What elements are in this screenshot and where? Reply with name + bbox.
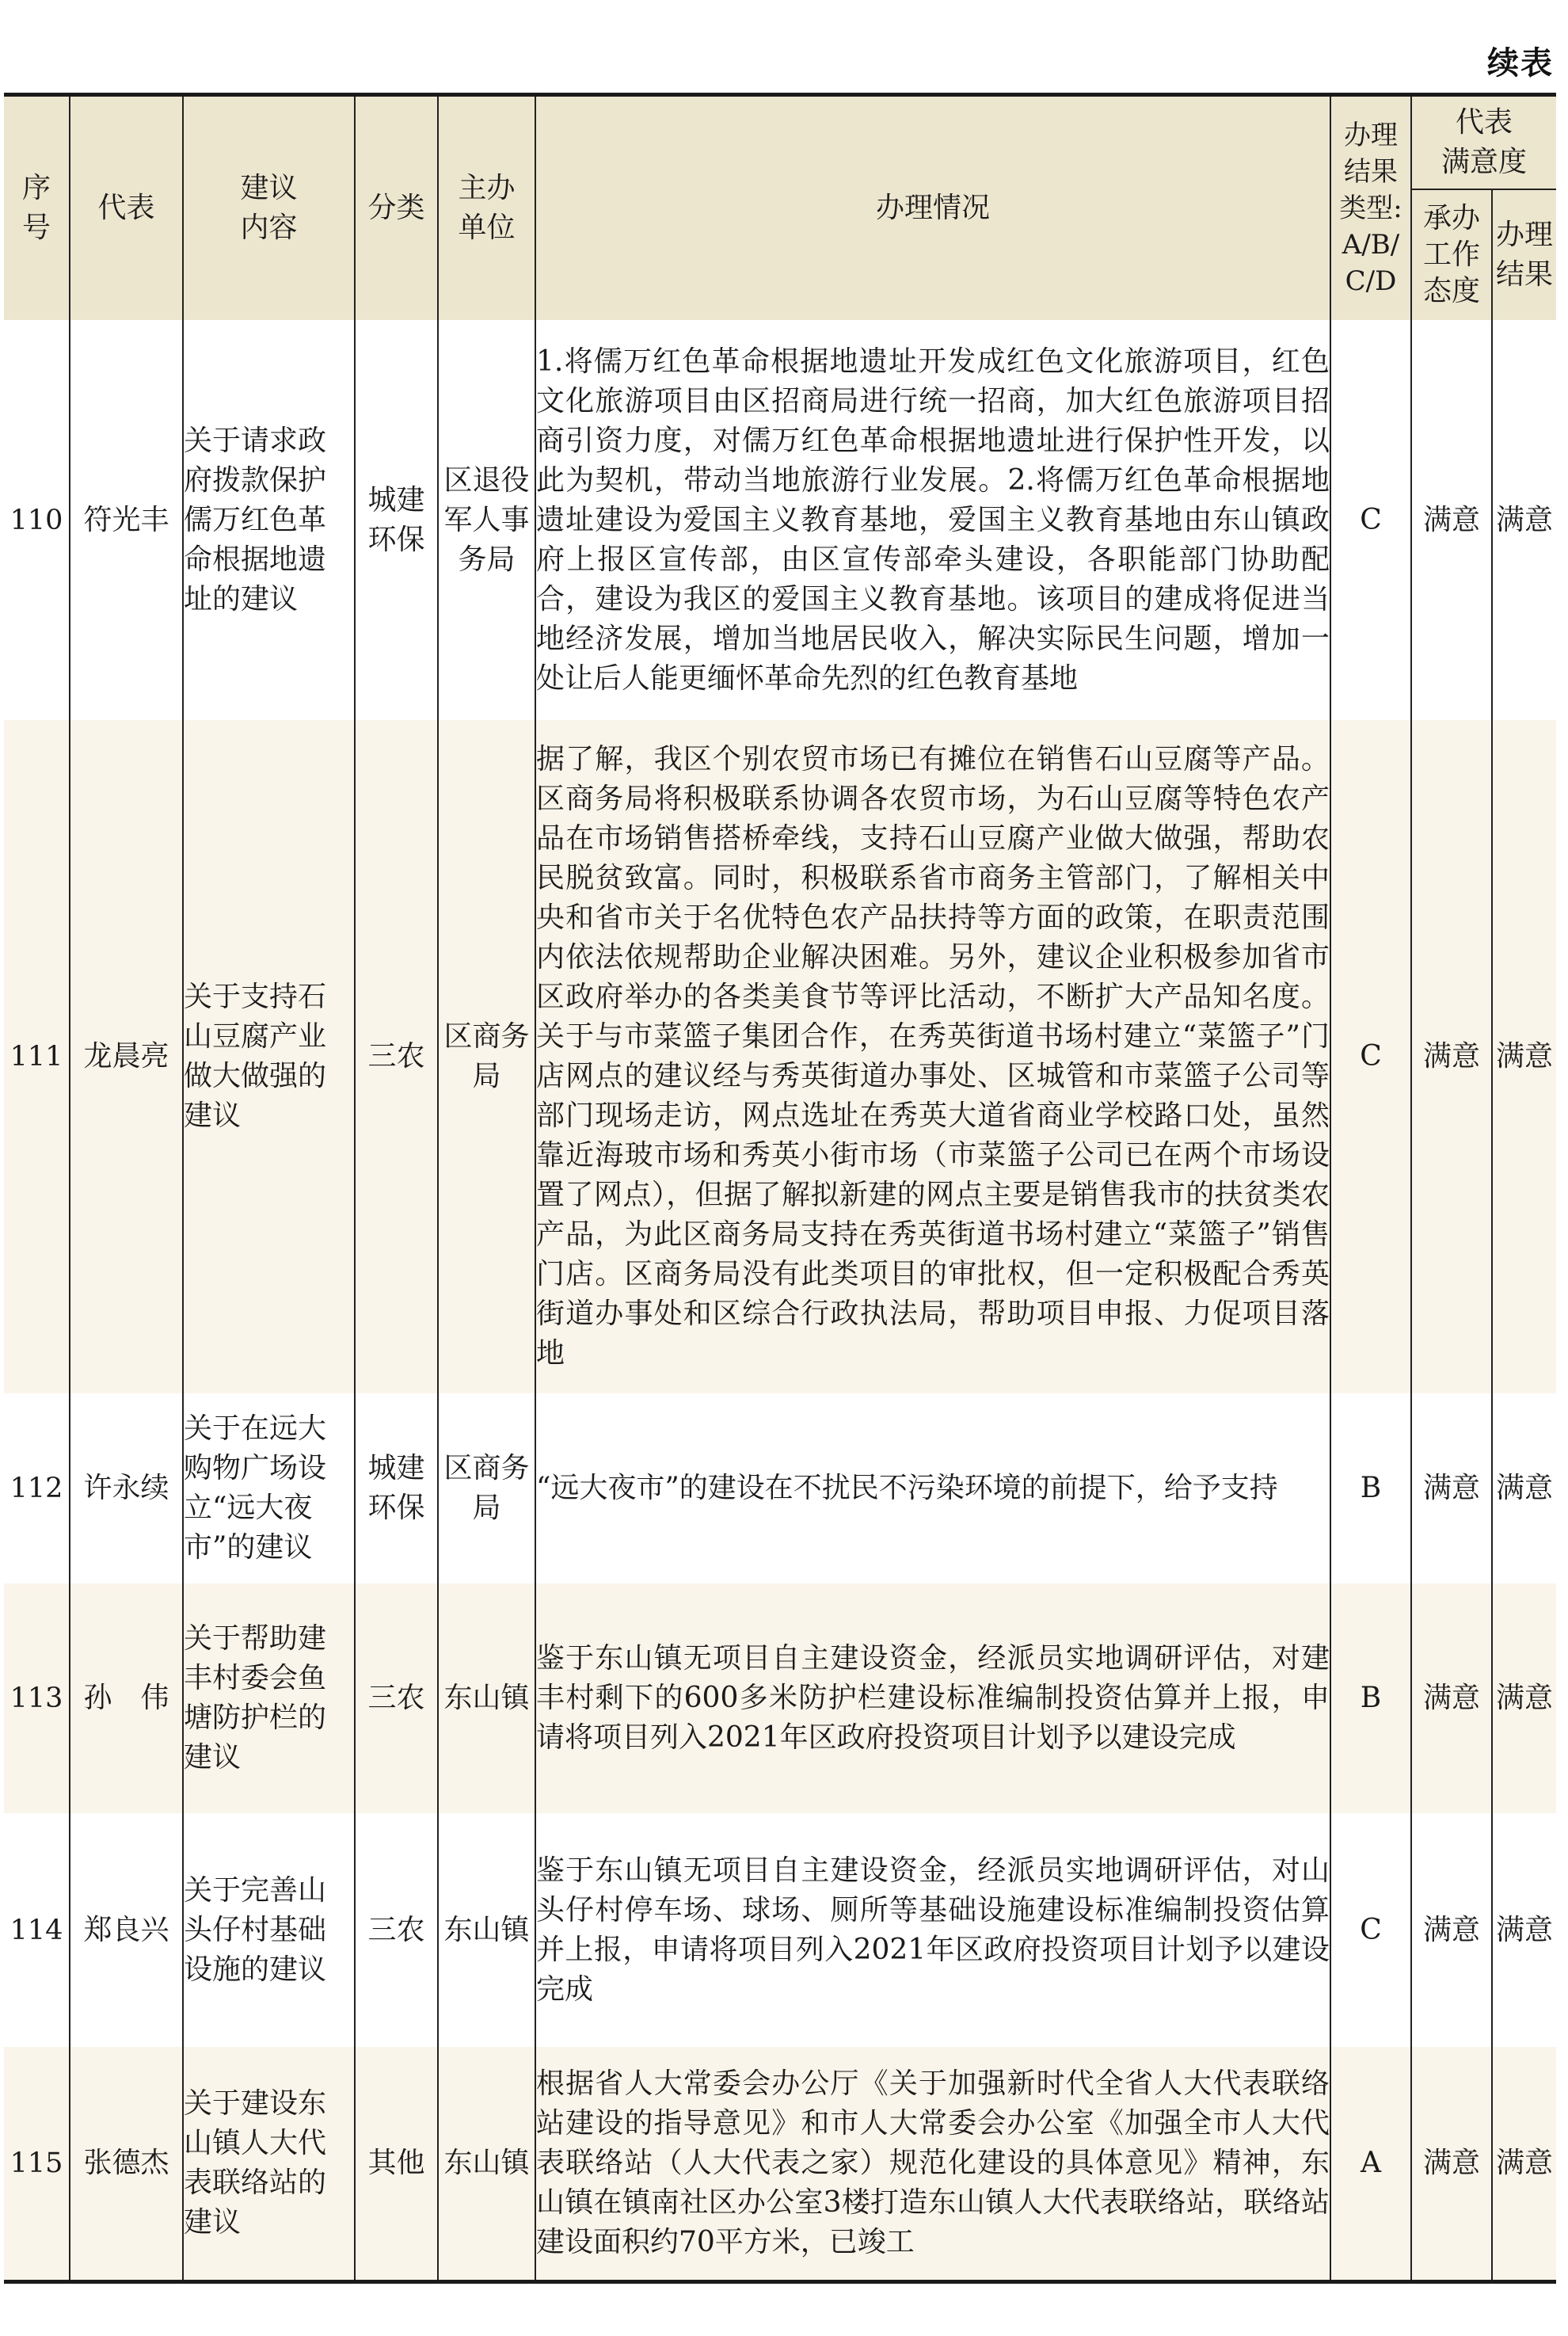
header-attitude-line: 态度 <box>1422 275 1480 307</box>
cell-seq: 111 <box>4 720 70 1393</box>
cell-content: 关于帮助建丰村委会鱼塘防护栏的建议 <box>183 1583 355 1813</box>
header-attitude-line: 承办 <box>1422 202 1480 234</box>
header-handling: 办理情况 <box>535 95 1330 321</box>
cell-attitude: 满意 <box>1411 720 1492 1393</box>
cell-content: 关于在远大购物广场设立“远大夜市”的建议 <box>183 1393 355 1583</box>
cell-result-type: B <box>1330 1393 1411 1583</box>
header-result-line: 结果 <box>1496 258 1554 291</box>
cell-result-type: A <box>1330 2047 1411 2281</box>
header-content-line: 内容 <box>240 211 298 244</box>
cell-unit: 区退役军人事务局 <box>438 320 535 720</box>
header-seq-line: 号 <box>21 211 51 244</box>
cell-attitude: 满意 <box>1411 320 1492 720</box>
cell-result-type: C <box>1330 1813 1411 2047</box>
cell-rep: 许永续 <box>70 1393 183 1583</box>
cell-attitude: 满意 <box>1411 1393 1492 1583</box>
cell-category: 三农 <box>355 1813 438 2047</box>
header-unit-line: 主办 <box>458 172 516 204</box>
cell-unit: 区商务局 <box>438 720 535 1393</box>
cell-category: 城建环保 <box>355 320 438 720</box>
header-unit <box>438 95 535 321</box>
cell-rep: 张德杰 <box>70 2047 183 2281</box>
cell-content: 关于支持石山豆腐产业做大做强的建议 <box>183 720 355 1393</box>
cell-seq: 112 <box>4 1393 70 1583</box>
header-rep: 代表 <box>70 95 183 321</box>
header-satisfaction-line: 满意度 <box>1441 146 1528 178</box>
table-row <box>4 1813 1556 2047</box>
cell-rep: 郑良兴 <box>70 1813 183 2047</box>
continued-label: 续表 <box>1487 45 1554 82</box>
cell-handling: 据了解，我区个别农贸市场已有摊位在销售石山豆腐等产品。区商务局将积极联系协调各农贸市场，为石山豆腐等特色农产品在市场销售搭桥牵线，支持石山豆腐产业做大做强，帮助农民脱贫致富。同时，积极联系省市商务主管部门，了解相关中央和省市关于名优特色农产品扶持等方面的政策，在职责范围内依法依规帮助企业解决困难。另外，建议企业积极参加省市区政府举办的各类美食节等评比活动，不断扩大产品知名度。关于与市菜篮子集团合作，在秀英街道书场村建立“菜篮子”门店网点的建议经与秀英街道办事处、区城管和市菜篮子公司等部门现场走访，网点选址在秀英大道省商业学校路口处，虽然靠近海玻市场和秀英小街市场（市菜篮子公司已在两个市场设置了网点），但据了解拟新建的网点主要是销售我市的扶贫类农产品，为此区商务局支持在秀英街道书场村建立“菜篮子”销售门店。区商务局没有此类项目的审批权，但一定积极配合秀英街道办事处和区综合行政执法局，帮助项目申报、力促项目落地 <box>535 720 1330 1393</box>
cell-result: 满意 <box>1492 1813 1556 2047</box>
cell-unit: 东山镇 <box>438 1583 535 1813</box>
cell-seq: 115 <box>4 2047 70 2281</box>
header-content <box>183 95 355 321</box>
cell-handling: 根据省人大常委会办公厅《关于加强新时代全省人大代表联络站建设的指导意见》和市人大常委会办公室《加强全市人大代表联络站（人大代表之家）规范化建设的具体意见》精神，东山镇在镇南社区办公室3楼打造东山镇人大代表联络站，联络站建设面积约70平方米，已竣工 <box>535 2047 1330 2281</box>
header-unit-line: 单位 <box>458 211 516 244</box>
cell-handling: “远大夜市”的建设在不扰民不污染环境的前提下，给予支持 <box>535 1393 1330 1583</box>
cell-result-type: B <box>1330 1583 1411 1813</box>
cell-seq: 114 <box>4 1813 70 2047</box>
cell-seq: 113 <box>4 1583 70 1813</box>
cell-attitude: 满意 <box>1411 1583 1492 1813</box>
cell-seq: 110 <box>4 320 70 720</box>
proposal-handling-table <box>4 93 1556 2284</box>
cell-category: 其他 <box>355 2047 438 2281</box>
table-row <box>4 720 1556 1393</box>
table-row <box>4 1393 1556 1583</box>
header-seq-line: 序 <box>21 172 51 204</box>
header-attitude <box>1411 189 1492 320</box>
header-content-line: 建议 <box>240 172 298 204</box>
cell-result: 满意 <box>1492 720 1556 1393</box>
cell-category: 城建环保 <box>355 1393 438 1583</box>
cell-handling: 鉴于东山镇无项目自主建设资金，经派员实地调研评估，对山头仔村停车场、球场、厕所等基础设施建设标准编制投资估算并上报，申请将项目列入2021年区政府投资项目计划予以建设完成 <box>535 1813 1330 2047</box>
cell-result: 满意 <box>1492 1393 1556 1583</box>
cell-result-type: C <box>1330 320 1411 720</box>
cell-unit: 东山镇 <box>438 2047 535 2281</box>
header-result-type-line: C/D <box>1345 265 1397 297</box>
header-result-type-line: A/B/ <box>1342 229 1400 261</box>
cell-result: 满意 <box>1492 1583 1556 1813</box>
cell-unit: 东山镇 <box>438 1813 535 2047</box>
cell-handling: 1.将儒万红色革命根据地遗址开发成红色文化旅游项目，红色文化旅游项目由区招商局进行统一招商，加大红色旅游项目招商引资力度，对儒万红色革命根据地遗址进行保护性开发，以此为契机，带动当地旅游行业发展。2.将儒万红色革命根据地遗址建设为爱国主义教育基地，爱国主义教育基地由东山镇政府上报区宣传部，由区宣传部牵头建设，各职能部门协助配合，建设为我区的爱国主义教育基地。该项目的建成将促进当地经济发展，增加当地居民收入，解决实际民生问题，增加一处让后人能更缅怀革命先烈的红色教育基地 <box>535 320 1330 720</box>
cell-result: 满意 <box>1492 320 1556 720</box>
cell-attitude: 满意 <box>1411 2047 1492 2281</box>
header-result-type-line: 结果 <box>1344 156 1398 188</box>
cell-rep: 龙晨亮 <box>70 720 183 1393</box>
cell-category: 三农 <box>355 1583 438 1813</box>
header-attitude-line: 工作 <box>1422 238 1480 271</box>
cell-handling: 鉴于东山镇无项目自主建设资金，经派员实地调研评估，对建丰村剩下的600多米防护栏建设标准编制投资估算并上报，申请将项目列入2021年区政府投资项目计划予以建设完成 <box>535 1583 1330 1813</box>
header-result-type-line: 类型: <box>1339 192 1402 224</box>
table-row <box>4 1583 1556 1813</box>
cell-content: 关于建设东山镇人大代表联络站的建议 <box>183 2047 355 2281</box>
table-row <box>4 2047 1556 2281</box>
header-result-type <box>1330 95 1411 321</box>
header-category: 分类 <box>355 95 438 321</box>
cell-rep: 符光丰 <box>70 320 183 720</box>
header-result <box>1492 189 1556 320</box>
cell-content: 关于请求政府拨款保护儒万红色革命根据地遗址的建议 <box>183 320 355 720</box>
header-satisfaction-line: 代表 <box>1456 106 1513 139</box>
cell-result-type: C <box>1330 720 1411 1393</box>
cell-category: 三农 <box>355 720 438 1393</box>
cell-rep: 孙 伟 <box>70 1583 183 1813</box>
table-row <box>4 320 1556 720</box>
cell-content: 关于完善山头仔村基础设施的建议 <box>183 1813 355 2047</box>
cell-attitude: 满意 <box>1411 1813 1492 2047</box>
header-satisfaction <box>1411 95 1556 190</box>
cell-result: 满意 <box>1492 2047 1556 2281</box>
header-result-type-line: 办理 <box>1344 120 1398 151</box>
header-result-line: 办理 <box>1496 219 1554 251</box>
cell-unit: 区商务局 <box>438 1393 535 1583</box>
header-seq <box>4 95 70 321</box>
